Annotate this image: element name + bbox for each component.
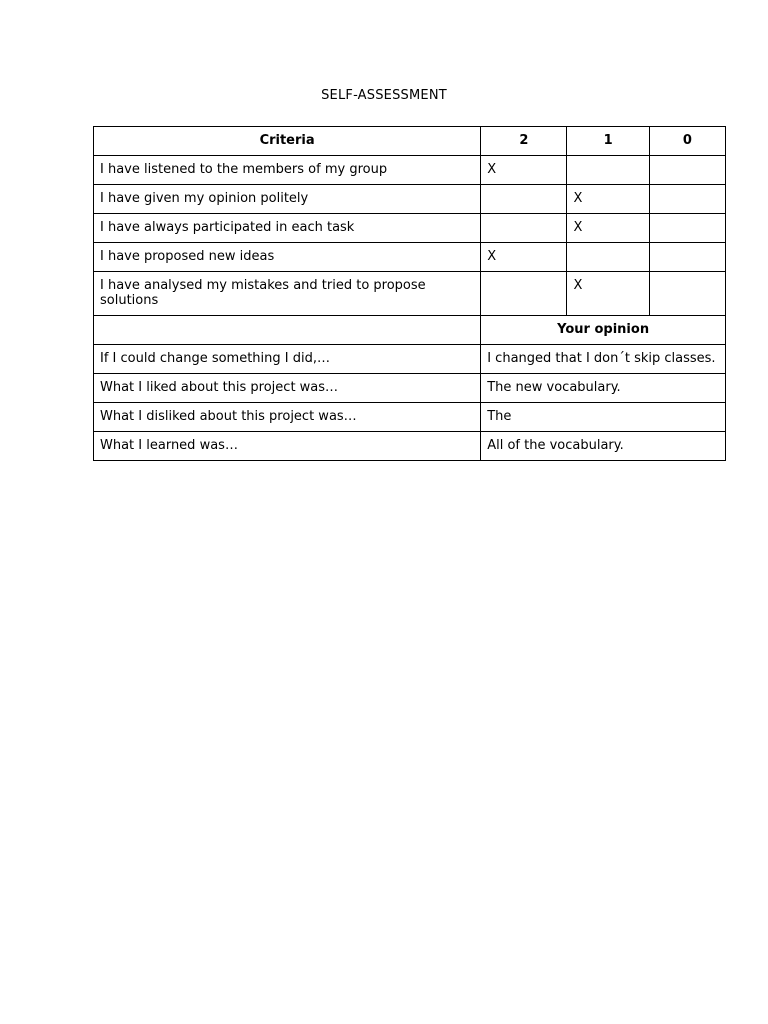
header-score-0: 0 (649, 127, 725, 156)
opinion-prompt: What I liked about this project was… (94, 374, 481, 403)
score-1-cell[interactable]: X (567, 214, 649, 243)
criteria-text: I have given my opinion politely (94, 185, 481, 214)
score-1-cell[interactable] (567, 243, 649, 272)
header-score-2: 2 (481, 127, 567, 156)
self-assessment-table (93, 126, 726, 461)
criteria-text: I have always participated in each task (94, 214, 481, 243)
opinion-prompt: What I disliked about this project was… (94, 403, 481, 432)
criteria-text: I have proposed new ideas (94, 243, 481, 272)
score-1-cell[interactable] (567, 156, 649, 185)
opinion-header-blank (94, 316, 481, 345)
score-1-cell[interactable]: X (567, 185, 649, 214)
opinion-row (94, 345, 726, 374)
opinion-header-row (94, 316, 726, 345)
score-2-cell[interactable]: X (481, 156, 567, 185)
criteria-row (94, 214, 726, 243)
score-0-cell[interactable] (649, 214, 725, 243)
criteria-text: I have listened to the members of my group (94, 156, 481, 185)
header-row (94, 127, 726, 156)
opinion-answer[interactable]: The (481, 403, 726, 432)
criteria-row (94, 156, 726, 185)
opinion-row (94, 403, 726, 432)
opinion-row (94, 432, 726, 461)
opinion-answer[interactable]: I changed that I don´t skip classes. (481, 345, 726, 374)
opinion-answer[interactable]: The new vocabulary. (481, 374, 726, 403)
criteria-text: I have analysed my mistakes and tried to propose solutions (94, 272, 481, 316)
score-0-cell[interactable] (649, 156, 725, 185)
score-0-cell[interactable] (649, 243, 725, 272)
opinion-prompt: What I learned was… (94, 432, 481, 461)
opinion-prompt: If I could change something I did,… (94, 345, 481, 374)
opinion-row (94, 374, 726, 403)
opinion-answer[interactable]: All of the vocabulary. (481, 432, 726, 461)
criteria-row (94, 185, 726, 214)
score-2-cell[interactable] (481, 185, 567, 214)
score-0-cell[interactable] (649, 185, 725, 214)
criteria-row (94, 272, 726, 316)
score-2-cell[interactable] (481, 272, 567, 316)
score-0-cell[interactable] (649, 272, 725, 316)
score-2-cell[interactable]: X (481, 243, 567, 272)
header-your-opinion: Your opinion (481, 316, 726, 345)
criteria-row (94, 243, 726, 272)
score-1-cell[interactable]: X (567, 272, 649, 316)
page-title: SELF-ASSESSMENT (321, 88, 447, 103)
header-criteria: Criteria (94, 127, 481, 156)
header-score-1: 1 (567, 127, 649, 156)
score-2-cell[interactable] (481, 214, 567, 243)
